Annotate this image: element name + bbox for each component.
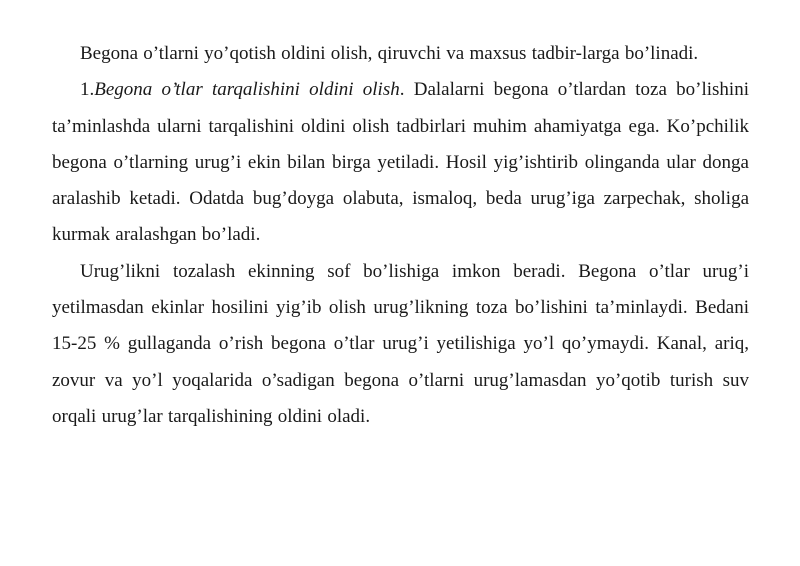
- paragraph-prevention: [52, 72, 749, 253]
- section-number: 1.: [80, 79, 95, 101]
- paragraph-seed-cleaning: [52, 254, 749, 435]
- paragraph-seed-cleaning-text: Urug’likni tozalash ekinning sof bo’lishiga imkon beradi. Begona o’tlar urug’i yetilmasdan ekinlar hosilini yig’ib olish urug’likning toza bo’lishini ta’minlaydi. Bedani 15-25 % gullaganda o’rish begona o’tlar urug’i yetilishiga yo’l qo’ymaydi. Kanal, ariq, zovur va yo’l yoqalarida o’sadigan begona o’tlarni urug’lamasdan yo’qotib turish suv orqali urug’lar tarqalishining oldini oladi.: [52, 260, 749, 427]
- paragraph-prevention-text: Dalalarni begona o’tlardan toza bo’lishini ta’minlashda ularni tarqalishini oldini olish tadbirlari muhim ahamiyatga ega. Ko’pchilik begona o’tlarning urug’i ekin bilan birga yetiladi. Hosil yig’ishtirib olinganda ular donga aralashib ketadi. Odatda bug’doyga olabuta, ismaloq, beda urug’iga zarpechak, sholiga kurmak aralashgan bo’ladi.: [52, 79, 749, 246]
- section-heading: Begona o’tlar tarqalishini oldini olish: [94, 79, 400, 101]
- paragraph-intro-text: Begona o’tlarni yo’qotish oldini olish, qiruvchi va maxsus tadbir-larga bo’linadi.: [80, 43, 699, 64]
- paragraph-intro: [52, 36, 749, 72]
- document-page: [52, 36, 749, 435]
- section-heading-period: .: [399, 79, 405, 101]
